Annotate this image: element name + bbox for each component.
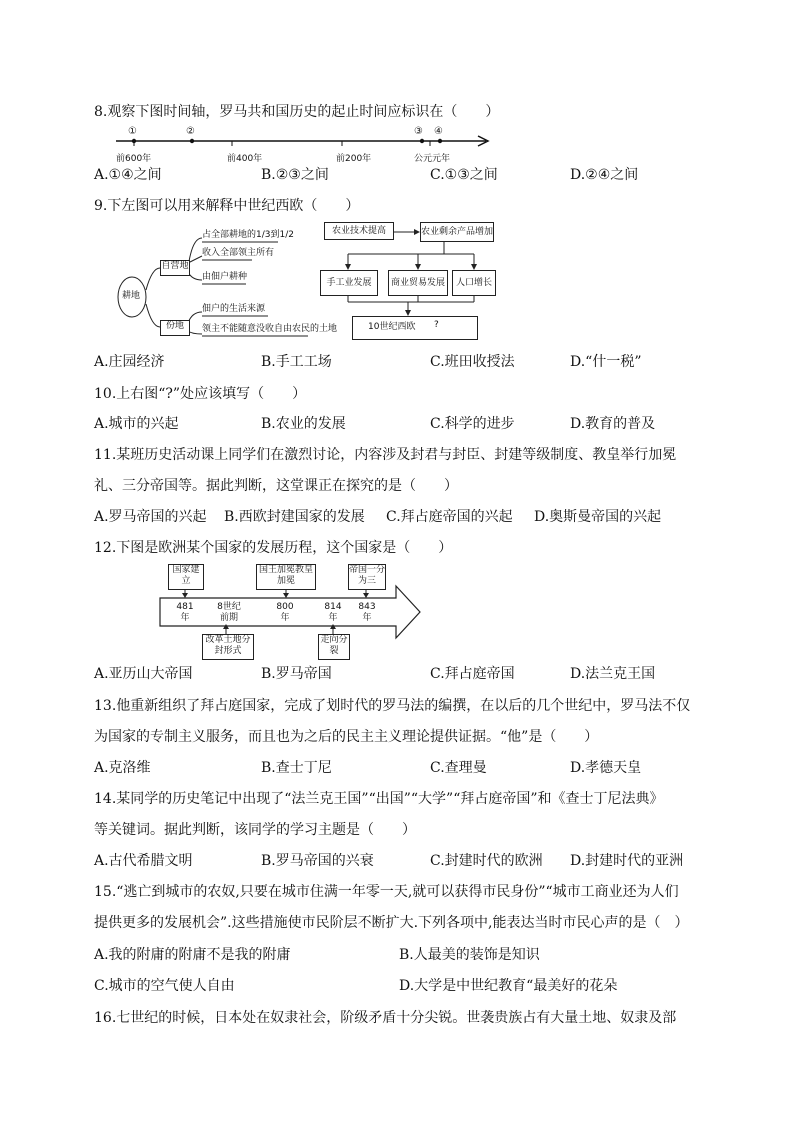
q9-tech-box: 农业技术提高 bbox=[324, 222, 394, 240]
q9-option-b[interactable]: B.手工工场 bbox=[261, 354, 332, 370]
q10-option-b[interactable]: B.农业的发展 bbox=[261, 416, 346, 432]
q8-option-c[interactable]: C.①③之间 bbox=[430, 167, 498, 183]
q8-option-b[interactable]: B.②③之间 bbox=[261, 167, 329, 183]
q9-surplus-box: 农业剩余产品增加 bbox=[420, 222, 494, 242]
q11-option-c[interactable]: C.拜占庭帝国的兴起 bbox=[386, 509, 513, 525]
q13-option-c[interactable]: C.查理曼 bbox=[430, 760, 487, 776]
q9-tenancy-item-2: 领主不能随意没收自由农民的土地 bbox=[202, 324, 338, 334]
q13-option-a[interactable]: A.克洛维 bbox=[94, 760, 151, 776]
q14-option-a[interactable]: A.古代希腊文明 bbox=[94, 853, 193, 869]
q11-options bbox=[94, 507, 714, 527]
q9-option-a[interactable]: A.庄园经济 bbox=[94, 354, 165, 370]
q14-option-d[interactable]: D.封建时代的亚洲 bbox=[570, 853, 684, 869]
q15-option-d[interactable]: D.大学是中世纪教育“最美好的花朵 bbox=[399, 978, 618, 994]
q12-timeline bbox=[160, 562, 422, 660]
q12-event-founded: 国家建立 bbox=[168, 564, 204, 590]
q9-options bbox=[94, 352, 714, 372]
q9-stem: 9.下左图可以用来解释中世纪西欧（ ） bbox=[94, 198, 360, 214]
q8-timeline bbox=[110, 122, 500, 167]
q13-stem-line1: 13.他重新组织了拜占庭国家，完成了划时代的罗马法的编撰，在以后的几个世纪中，罗马法不仅 bbox=[94, 698, 691, 714]
q14-stem-line1: 14.某同学的历史笔记中出现了“法兰克王国”“出国”“大学”“拜占庭帝国”和《查士丁尼法典》 bbox=[94, 791, 664, 807]
q12-event-land-reform: 改革土地分封形式 bbox=[202, 634, 254, 660]
q15-option-a[interactable]: A.我的附庸的附庸不是我的附庸 bbox=[94, 947, 291, 963]
q9-trade-box: 商业贸易发展 bbox=[388, 270, 448, 296]
q13-stem-line2: 为国家的专制主义服务，而且也为之后的民主主义理论提供证据。“他”是（ ） bbox=[94, 729, 599, 745]
q12-option-d[interactable]: D.法兰克王国 bbox=[570, 666, 656, 682]
q11-option-d[interactable]: D.奥斯曼帝国的兴起 bbox=[534, 509, 662, 525]
q11-stem-line1: 11.某班历史活动课上同学们在激烈讨论，内容涉及封君与封臣、封建等级制度、教皇举行加冕 bbox=[94, 447, 677, 463]
q8-marker-2: ② bbox=[186, 126, 195, 137]
q12-date-814: 814年 bbox=[324, 602, 342, 623]
q8-marker-1: ① bbox=[128, 126, 137, 137]
q13-option-d[interactable]: D.孝德天皇 bbox=[570, 760, 642, 776]
q9-result-label: 10世纪西欧 bbox=[368, 322, 416, 332]
q8-tick-2: 前400年 bbox=[227, 154, 263, 164]
q16-stem: 16.七世纪的时候，日本处在奴隶社会，阶级矛盾十分尖锐。世袭贵族占有大量土地、奴隶及部 bbox=[94, 1010, 677, 1026]
q11-stem-line2: 礼、三分帝国等。据此判断，这堂课正在探究的是（ ） bbox=[94, 478, 458, 494]
q9-tenancy-item-1: 佃户的生活来源 bbox=[202, 304, 266, 314]
q8-options bbox=[94, 165, 714, 185]
q9-root-label: 耕地 bbox=[122, 291, 141, 301]
q14-option-c[interactable]: C.封建时代的欧洲 bbox=[430, 853, 543, 869]
q14-options bbox=[94, 851, 714, 871]
q8-marker-4: ④ bbox=[434, 126, 443, 137]
q9-population-box: 人口增长 bbox=[452, 270, 496, 296]
q15-option-b[interactable]: B.人最美的装饰是知识 bbox=[399, 947, 540, 963]
q10-option-a[interactable]: A.城市的兴起 bbox=[94, 416, 179, 432]
q9-left-diagram bbox=[118, 224, 338, 342]
q10-option-c[interactable]: C.科学的进步 bbox=[430, 416, 515, 432]
q10-option-d[interactable]: D.教育的普及 bbox=[570, 416, 656, 432]
q12-stem: 12.下图是欧洲某个国家的发展历程，这个国家是（ ） bbox=[94, 540, 453, 556]
q14-stem-line2: 等关键词。据此判断，该同学的学习主题是（ ） bbox=[94, 822, 416, 838]
q8-tick-1: 前600年 bbox=[116, 154, 152, 164]
q13-options bbox=[94, 758, 714, 778]
q9-option-d[interactable]: D.“什一税” bbox=[570, 354, 642, 370]
q12-date-800: 800年 bbox=[276, 602, 294, 623]
q12-date-843: 843年 bbox=[358, 602, 376, 623]
q9-handicraft-box: 手工业发展 bbox=[320, 270, 378, 296]
q15-options-row2 bbox=[94, 976, 714, 996]
q9-option-c[interactable]: C.班田收授法 bbox=[430, 354, 515, 370]
q8-tick-3: 前200年 bbox=[336, 154, 372, 164]
q12-event-division: 走向分裂 bbox=[318, 634, 350, 660]
q15-options-row1 bbox=[94, 945, 714, 965]
q12-event-split: 帝国一分为三 bbox=[348, 564, 386, 590]
q15-stem-line1: 15.“逃亡到城市的农奴,只要在城市住满一年零一天,就可以获得市民身份”“城市工商业还为人们 bbox=[94, 884, 679, 900]
q12-option-c[interactable]: C.拜占庭帝国 bbox=[430, 666, 515, 682]
q9-tenancy-box: 份地 bbox=[160, 320, 190, 336]
q11-option-a[interactable]: A.罗马帝国的兴起 bbox=[94, 509, 207, 525]
q9-right-diagram bbox=[318, 218, 498, 344]
q9-demesne-item-2: 收入全部领主所有 bbox=[202, 248, 275, 258]
q14-option-b[interactable]: B.罗马帝国的兴衰 bbox=[261, 853, 374, 869]
q12-event-coronation: 国王加冕教皇加冕 bbox=[256, 564, 316, 590]
q12-date-481: 481年 bbox=[176, 602, 194, 623]
q9-question-mark: ? bbox=[434, 320, 439, 330]
q10-options bbox=[94, 414, 714, 434]
q12-options bbox=[94, 664, 714, 684]
q12-date-8th: 8世纪前期 bbox=[217, 602, 241, 623]
q8-option-d[interactable]: D.②④之间 bbox=[570, 167, 639, 183]
q9-demesne-box: 自营地 bbox=[160, 260, 190, 276]
q11-option-b[interactable]: B.西欧封建国家的发展 bbox=[224, 509, 365, 525]
q8-option-a[interactable]: A.①④之间 bbox=[94, 167, 162, 183]
q8-tick-4: 公元元年 bbox=[414, 154, 451, 164]
q9-demesne-item-3: 由佃户耕种 bbox=[202, 272, 248, 282]
q13-option-b[interactable]: B.查士丁尼 bbox=[261, 760, 332, 776]
q10-stem: 10.上右图“?”处应该填写（ ） bbox=[94, 386, 307, 402]
q8-marker-3: ③ bbox=[414, 126, 423, 137]
q8-stem: 8.观察下图时间轴，罗马共和国历史的起止时间应标识在（ ） bbox=[94, 104, 500, 120]
q15-stem-line2: 提供更多的发展机会”.这些措施使市民阶层不断扩大.下列各项中,能表达当时市民心声的是（ ） bbox=[94, 915, 689, 931]
q9-demesne-item-1: 占全部耕地的1/3到1/2 bbox=[202, 230, 294, 240]
q12-option-a[interactable]: A.亚历山大帝国 bbox=[94, 666, 193, 682]
q15-option-c[interactable]: C.城市的空气使人自由 bbox=[94, 978, 235, 994]
q12-option-b[interactable]: B.罗马帝国 bbox=[261, 666, 332, 682]
